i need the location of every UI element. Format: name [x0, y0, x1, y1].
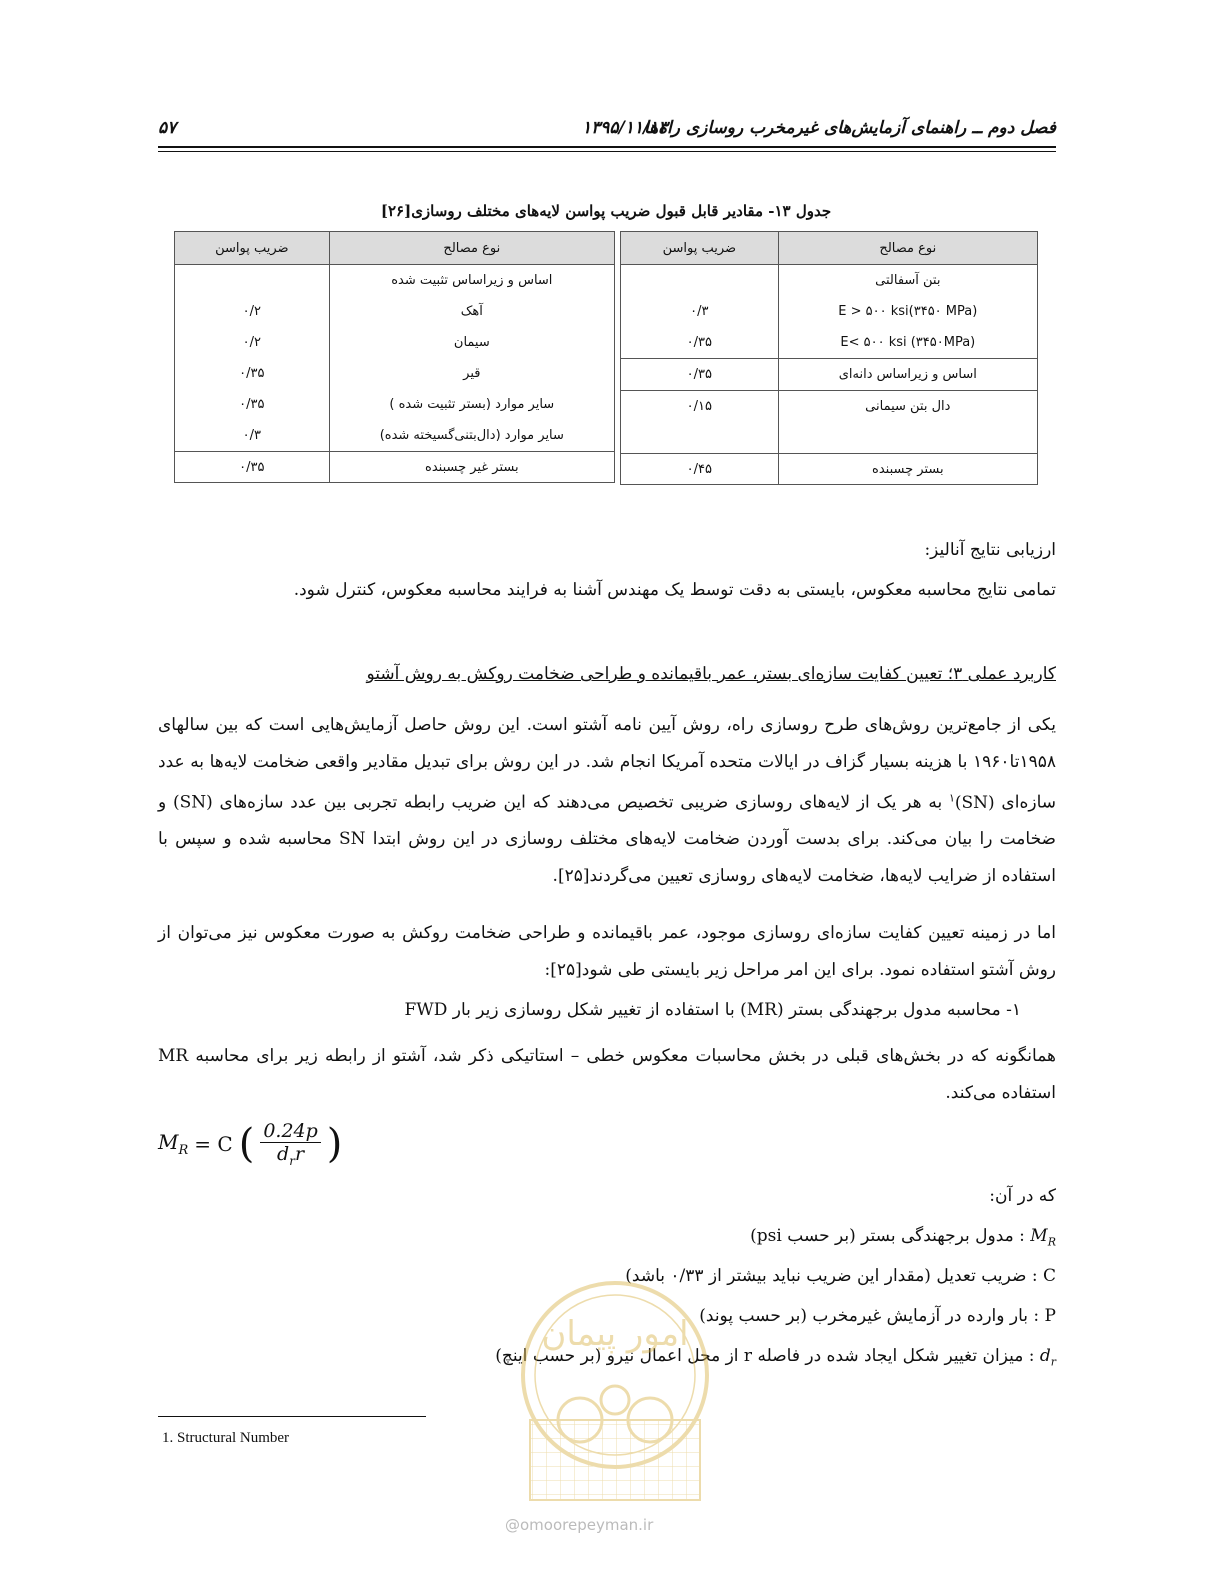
- table-row: [175, 327, 615, 358]
- watermark-url: @omoorepeyman.ir: [505, 1516, 654, 1534]
- cell-material: سیمان: [329, 327, 614, 358]
- cell-poisson: ۰/۳: [621, 296, 779, 327]
- cell-material: اساس و زیراساس دانه‌ای: [778, 359, 1037, 391]
- page-number: ۵۷: [158, 118, 177, 138]
- definition-c: C : ضریب تعدیل (مقدار این ضریب نباید بیشتر از ۰/۳۳ باشد): [625, 1266, 1056, 1286]
- footnote-ref: ۱: [948, 791, 955, 804]
- cell-poisson: ۰/۳۵: [621, 359, 779, 391]
- cell-poisson: [621, 265, 779, 297]
- footnote-rule: [158, 1416, 426, 1417]
- cell-material: سایر موارد (بستر تثبیت شده ): [329, 389, 614, 420]
- table-row: [175, 389, 615, 420]
- cell-material: بستر چسبنده: [778, 454, 1037, 485]
- paragraph-reverse-aashto: اما در زمینه تعیین کفایت سازه‌ای روسازی موجود، عمر باقیمانده و طراحی ضخامت روکش به صورت معکوس نیز می‌توان از روش آشتو استفاده نمود. برای این امر مراحل زیر بایستی طی شود[۲۵]:: [158, 923, 1056, 980]
- cell-material: اساس و زیراساس تثبیت شده: [329, 265, 614, 297]
- formula-denominator: $d_rr$: [277, 1143, 305, 1168]
- cell-material: سایر موارد (دال‌بتنی‌گسیخته شده): [329, 420, 614, 452]
- section-heading: کاربرد عملی ۳؛ تعیین کفایت سازه‌ای بستر، عمر باقیمانده و طراحی ضخامت روکش به روش آشتو: [366, 664, 1056, 684]
- formula-fraction: [260, 1120, 320, 1168]
- table-row: [621, 422, 1038, 454]
- cell-material: E< ۵۰۰ ksi (۳۴۵۰MPa): [778, 327, 1037, 359]
- analysis-evaluation-text: تمامی نتایج محاسبه معکوس، بایستی به دقت توسط یک مهندس آشنا به فرایند محاسبه معکوس، کنترل شود.: [293, 580, 1056, 600]
- table-caption: جدول ۱۳- مقادیر قابل قبول ضریب پواسن لایه‌های مختلف روسازی[۲۶]: [380, 202, 832, 220]
- paragraph-text: یکی از جامع‌ترین روش‌های طرح روسازی راه، روش آیین نامه آشتو است. این روش حاصل آزمایش‌هایی است که بین سالهای ۱۹۵۸تا۱۹۶۰ با هزینه بسیار گزاف در ایالات متحده آمریکا انجام شد. در این روش برای تبدیل مقادیر واقعی ضخامت لایه‌ها به عدد سازه‌ای: [158, 715, 1056, 813]
- table-row: [621, 391, 1038, 423]
- formula-eq: = C: [194, 1131, 233, 1156]
- analysis-evaluation-heading: ارزیابی نتایج آنالیز:: [924, 540, 1056, 560]
- cell-poisson: ۰/۱۵: [621, 391, 779, 423]
- table-row: [175, 265, 615, 297]
- formula-paren-close: ): [326, 1120, 343, 1167]
- paragraph-aashto-intro: [158, 707, 1056, 894]
- header-rule-thin: [158, 151, 1056, 152]
- mr-formula: [158, 1120, 342, 1168]
- cell-poisson: ۰/۳۵: [175, 452, 330, 483]
- definition-mr: $M_R$ : مدول برجهندگی بستر (بر حسب psi): [750, 1226, 1056, 1249]
- cell-material: بستر غیر چسبنده: [329, 452, 614, 483]
- watermark-text: امور پیمان: [541, 1314, 689, 1354]
- table-row: [175, 358, 615, 389]
- table-row: [175, 296, 615, 327]
- table-row: [175, 452, 615, 483]
- cell-poisson: ۰/۳۵: [621, 327, 779, 359]
- formula-paren-open: (: [238, 1120, 255, 1167]
- cell-poisson: [175, 265, 330, 297]
- step-1: ۱- محاسبه مدول برجهندگی بستر (MR) با استفاده از تغییر شکل روسازی زیر بار FWD: [404, 1000, 1021, 1020]
- cell-poisson: [621, 422, 779, 454]
- cell-material: [778, 422, 1037, 454]
- poisson-table-left: [174, 231, 615, 483]
- running-header-title: فصل دوم ــ راهنمای آزمایش‌های غیرمخرب روسازی راه‌ها: [643, 118, 1056, 138]
- watermark-logo-icon: [490, 1270, 740, 1510]
- table-row: [621, 265, 1038, 297]
- cell-poisson: ۰/۴۵: [621, 454, 779, 485]
- cell-poisson: ۰/۲: [175, 296, 330, 327]
- table-row: [175, 420, 615, 452]
- definitions-intro: که در آن:: [989, 1186, 1056, 1206]
- cell-material: E > ۵۰۰ ksi(۳۴۵۰ MPa): [778, 296, 1037, 327]
- formula-lhs: $M_R$: [158, 1129, 189, 1158]
- header-poisson: ضریب پواسن: [621, 232, 779, 265]
- table-row: [621, 296, 1038, 327]
- header-poisson: ضریب پواسن: [175, 232, 330, 265]
- sn-term: (SN)$^۱$: [948, 791, 995, 813]
- paragraph-text: به هر یک از لایه‌های روسازی ضریبی تخصیص می‌دهند که این ضریب رابطه تجربی بین عدد سازه‌های (SN) و ضخامت را بیان می‌کند. برای بدست آوردن ضخامت لایه‌های مختلف روسازی در این روش ابتدا SN محاسبه شده و سپس با استفاده از ضرایب لایه‌ها، ضخامت لایه‌های روسازی تعیین می‌گردند[۲۵].: [158, 792, 1056, 886]
- cell-material: قیر: [329, 358, 614, 389]
- header-material: نوع مصالح: [778, 232, 1037, 265]
- formula-numerator: 0.24p: [260, 1120, 320, 1143]
- cell-material: آهک: [329, 296, 614, 327]
- footnote: 1. Structural Number: [162, 1430, 290, 1446]
- cell-material: دال بتن سیمانی: [778, 391, 1037, 423]
- header-rule: [158, 146, 1056, 148]
- cell-poisson: ۰/۳۵: [175, 389, 330, 420]
- definition-p: P : بار وارده در آزمایش غیرمخرب (بر حسب پوند): [699, 1306, 1056, 1326]
- cell-poisson: ۰/۲: [175, 327, 330, 358]
- running-header-date: ۱۳۹۵/۱۱/۱۳: [582, 118, 668, 138]
- poisson-table-right: [620, 231, 1038, 485]
- table-row: [621, 327, 1038, 359]
- table-row: [621, 454, 1038, 485]
- cell-poisson: ۰/۳: [175, 420, 330, 452]
- paragraph-mr-formula-intro: همانگونه که در بخش‌های قبلی در بخش محاسبات معکوس خطی – استاتیکی ذکر شد، آشتو از رابطه زیر برای محاسبه MR استفاده می‌کند.: [158, 1046, 1056, 1103]
- definition-dr: $d_r$ : میزان تغییر شکل ایجاد شده در فاصله r از محل اعمال نیرو (بر حسب اینچ): [495, 1346, 1056, 1369]
- header-material: نوع مصالح: [329, 232, 614, 265]
- cell-poisson: ۰/۳۵: [175, 358, 330, 389]
- cell-material: بتن آسفالتی: [778, 265, 1037, 297]
- table-row: [621, 359, 1038, 391]
